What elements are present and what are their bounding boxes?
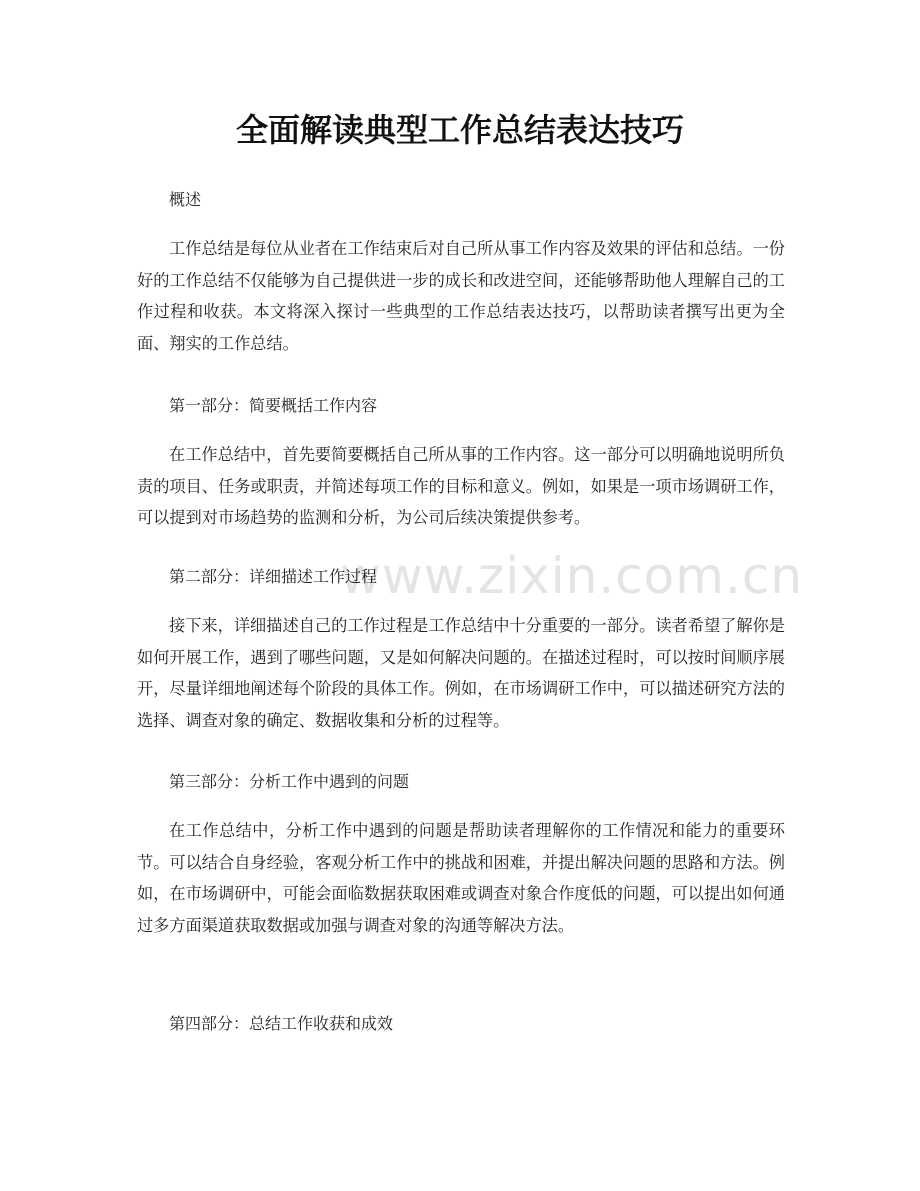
section-heading-part-2: 第二部分：详细描述工作过程 (169, 567, 378, 586)
section-heading-part-3: 第三部分：分析工作中遇到的问题 (169, 772, 410, 791)
paragraph-part-3: 在工作总结中，分析工作中遇到的问题是帮助读者理解你的工作情况和能力的重要环节。可以结合自身经验，客观分析工作中的挑战和困难，并提出解决问题的思路和方法。例如，在市场调研中，可能会面临数据获取困难或调查对象合作度低的问题，可以提出如何通过多方面渠道获取数据或加强与调查对象的沟通等解决方法。 (137, 821, 785, 935)
section-heading-overview: 概述 (169, 190, 202, 209)
paragraph-part-2: 接下来，详细描述自己的工作过程是工作总结中十分重要的一部分。读者希望了解你是如何开展工作，遇到了哪些问题，又是如何解决问题的。在描述过程时，可以按时间顺序展开，尽量详细地阐述每个阶段的具体工作。例如，在市场调研工作中，可以描述研究方法的选择、调查对象的确定、数据收集和分析的过程等。 (137, 616, 785, 730)
watermark-text: www.zixin.com.cn (340, 547, 804, 605)
document-title: 全面解读典型工作总结表达技巧 (235, 111, 684, 149)
section-heading-part-4: 第四部分：总结工作收获和成效 (169, 1014, 394, 1033)
paragraph-overview: 工作总结是每位从业者在工作结束后对自己所从事工作内容及效果的评估和总结。一份好的工作总结不仅能够为自己提供进一步的成长和改进空间，还能够帮助他人理解自己的工作过程和收获。本文将深入探讨一些典型的工作总结表达技巧，以帮助读者撰写出更为全面、翔实的工作总结。 (137, 239, 785, 353)
section-heading-part-1: 第一部分：简要概括工作内容 (169, 396, 378, 415)
paragraph-part-1: 在工作总结中，首先要简要概括自己所从事的工作内容。这一部分可以明确地说明所负责的项目、任务或职责，并简述每项工作的目标和意义。例如，如果是一项市场调研工作，可以提到对市场趋势的监测和分析，为公司后续决策提供参考。 (137, 445, 785, 527)
